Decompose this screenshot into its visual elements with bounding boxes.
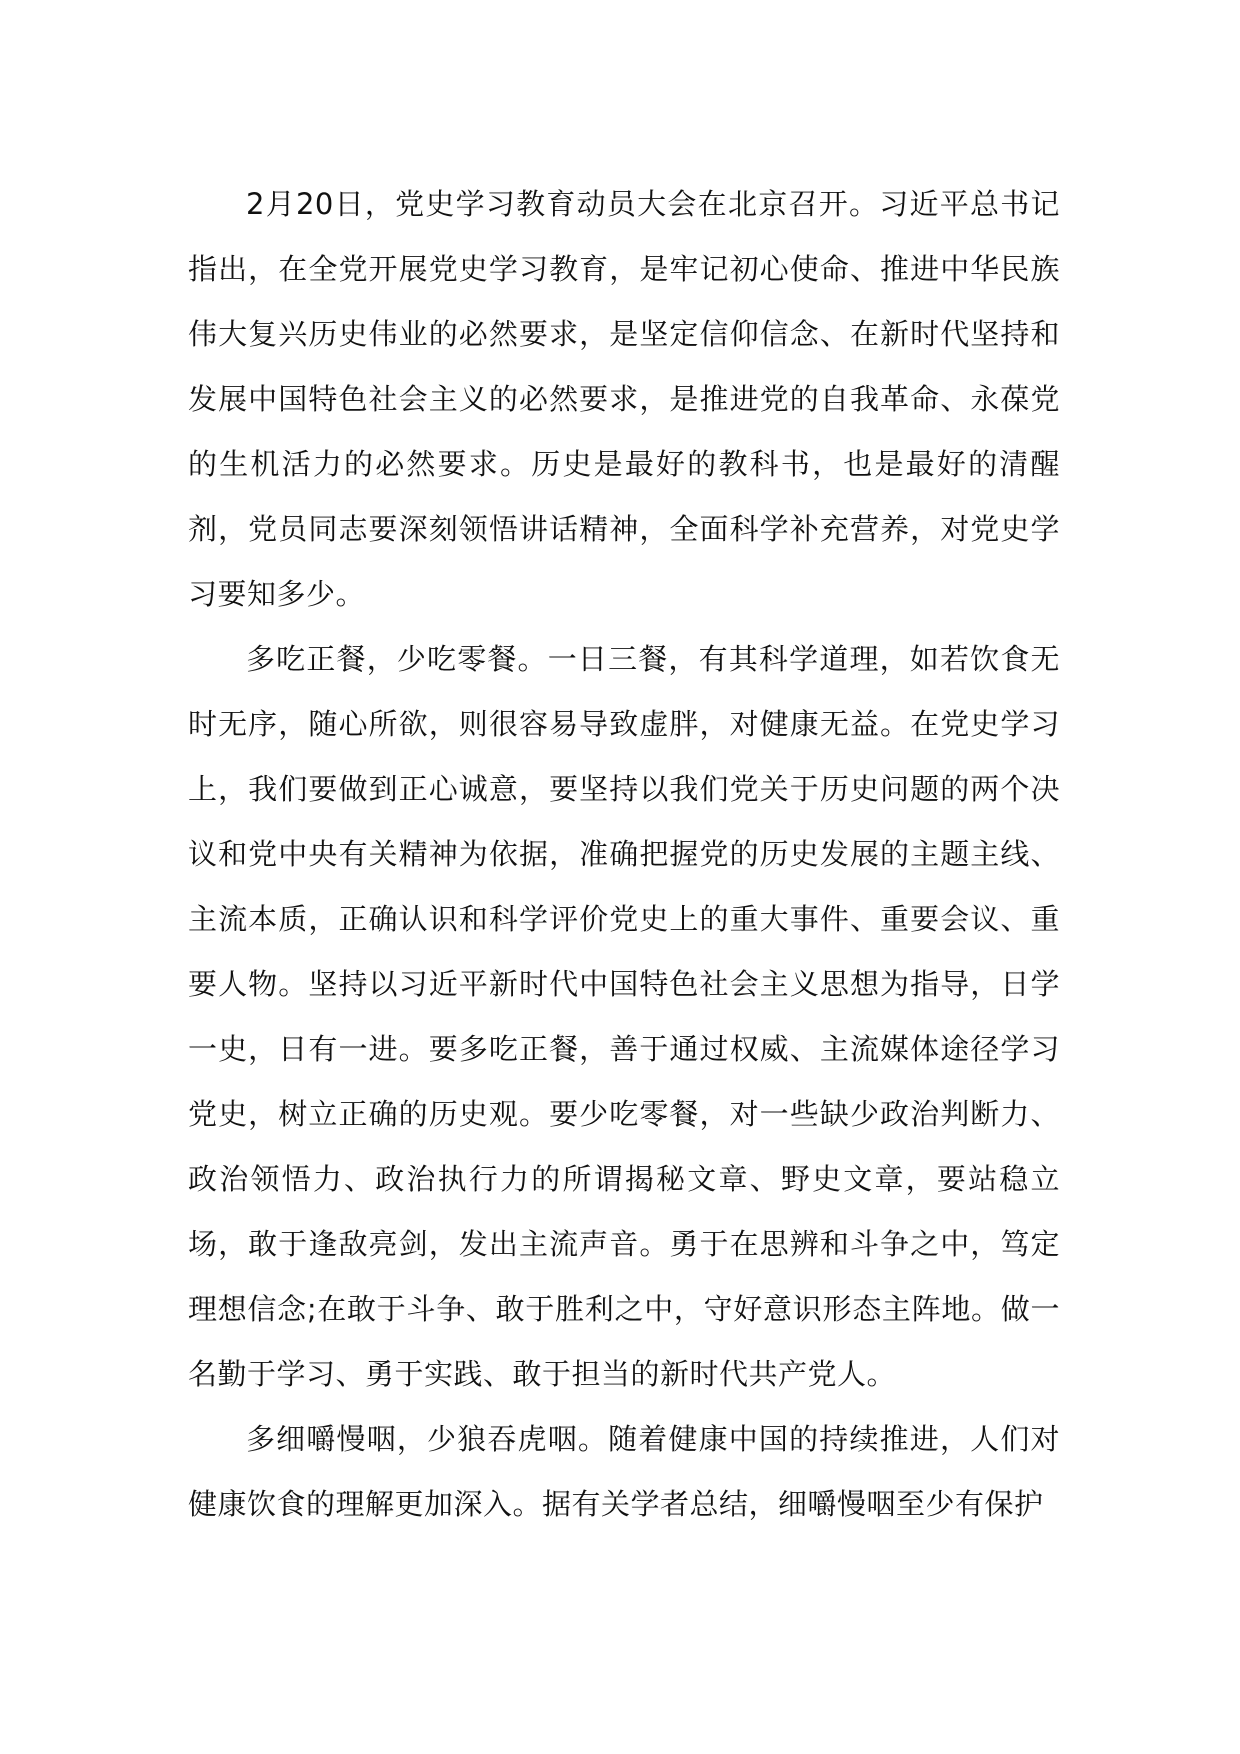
- document-body: [188, 172, 1060, 1537]
- paragraph-2: 多吃正餐，少吃零餐。一日三餐，有其科学道理，如若饮食无时无序，随心所欲，则很容易导致虚胖，对健康无益。在党史学习上，我们要做到正心诚意，要坚持以我们党关于历史问题的两个决议和党中央有关精神为依据，准确把握党的历史发展的主题主线、主流本质，正确认识和科学评价党史上的重大事件、重要会议、重要人物。坚持以习近平新时代中国特色社会主义思想为指导，日学一史，日有一进。要多吃正餐，善于通过权威、主流媒体途径学习党史，树立正确的历史观。要少吃零餐，对一些缺少政治判断力、政治领悟力、政治执行力的所谓揭秘文章、野史文章，要站稳立场，敢于逢敌亮剑，发出主流声音。勇于在思辨和斗争之中，笃定理想信念;在敢于斗争、敢于胜利之中，守好意识形态主阵地。做一名勤于学习、勇于实践、敢于担当的新时代共产党人。: [188, 642, 1060, 1391]
- paragraph-3: 多细嚼慢咽，少狼吞虎咽。随着健康中国的持续推进，人们对健康饮食的理解更加深入。据有关学者总结，细嚼慢咽至少有保护: [188, 1422, 1060, 1521]
- paragraph-1: 2月20日，党史学习教育动员大会在北京召开。习近平总书记指出，在全党开展党史学习教育，是牢记初心使命、推进中华民族伟大复兴历史伟业的必然要求，是坚定信仰信念、在新时代坚持和发展中国特色社会主义的必然要求，是推进党的自我革命、永葆党的生机活力的必然要求。历史是最好的教科书，也是最好的清醒剂，党员同志要深刻领悟讲话精神，全面科学补充营养，对党史学习要知多少。: [188, 187, 1060, 611]
